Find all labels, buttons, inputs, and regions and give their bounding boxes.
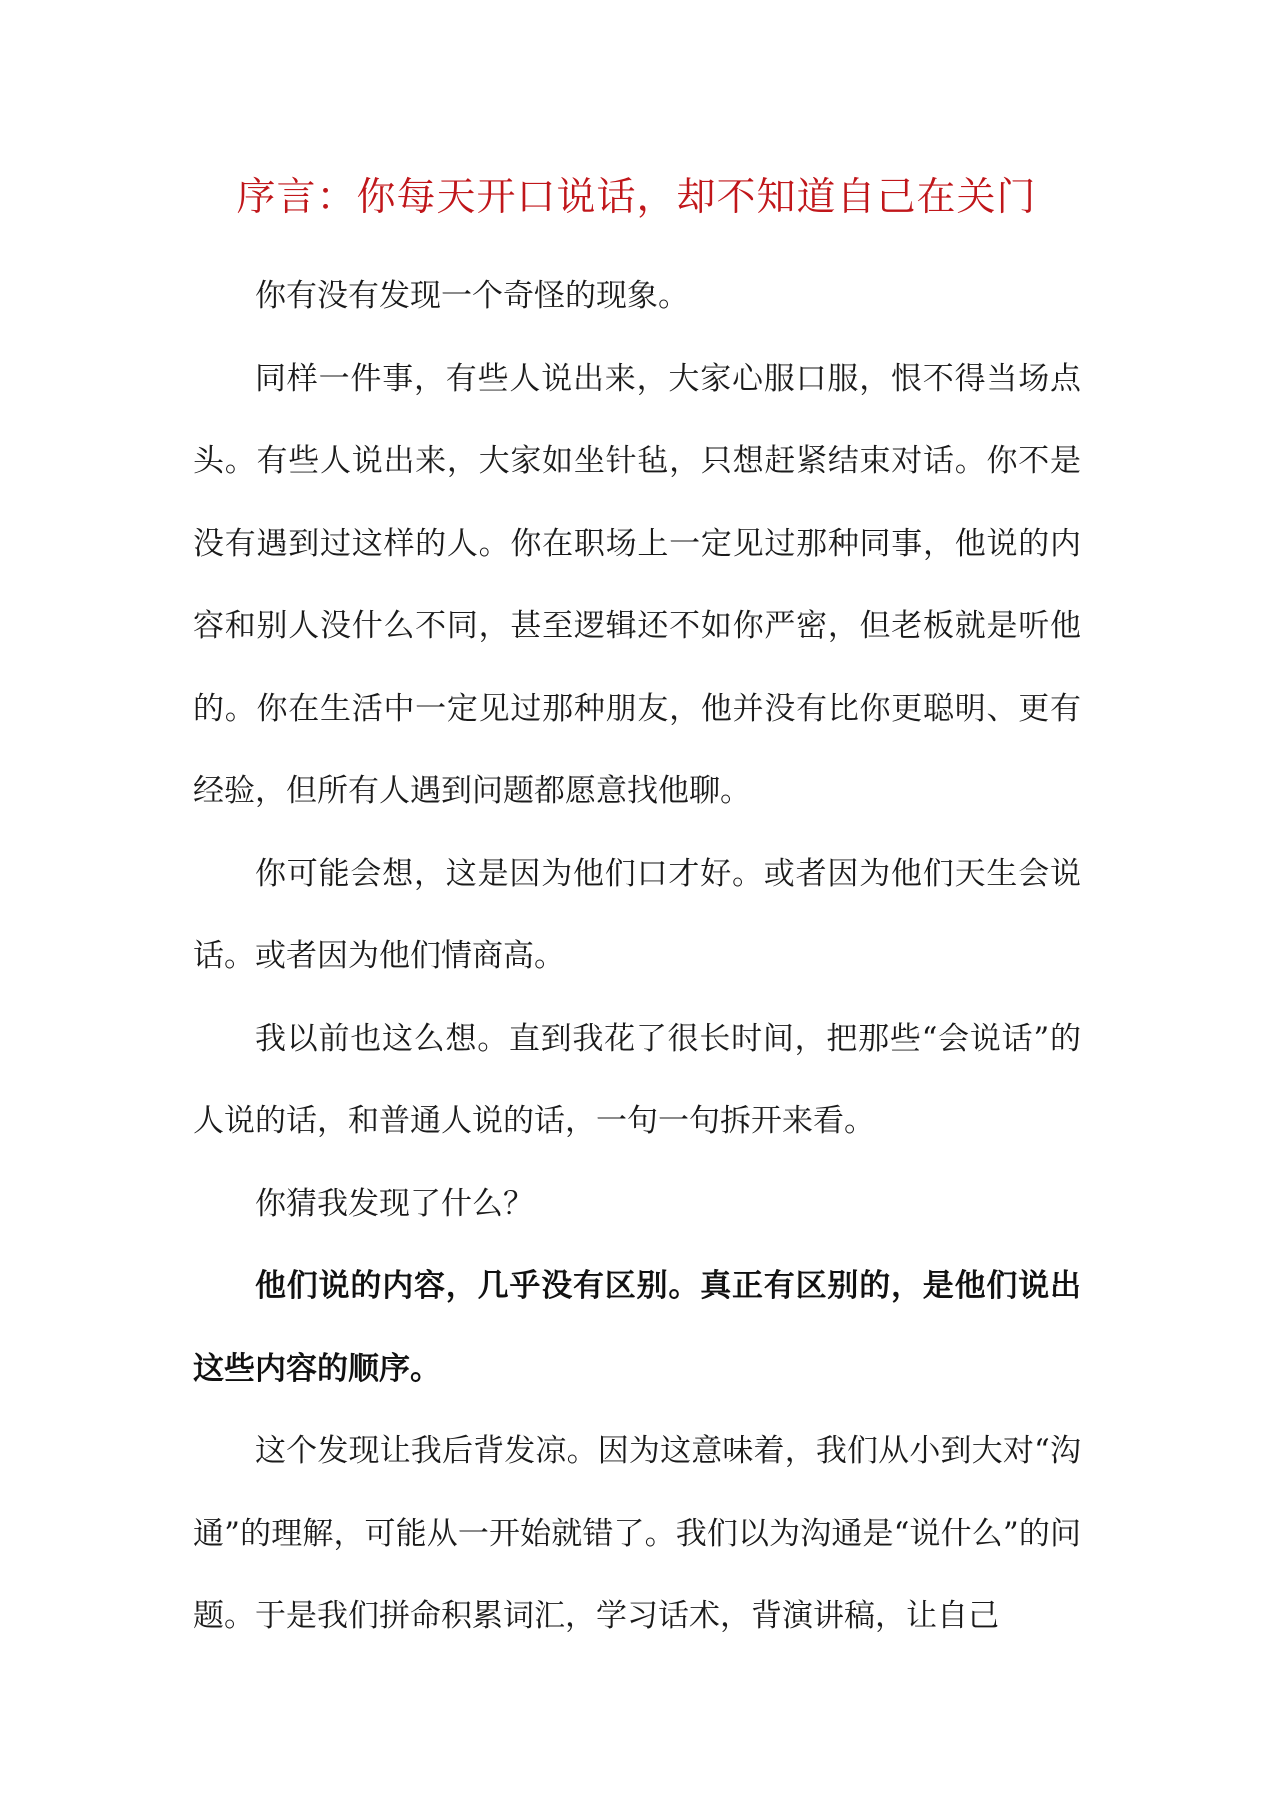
paragraph-2: 同样一件事，有些人说出来，大家心服口服，恨不得当场点头。有些人说出来，大家如坐针毡，只想赶紧结束对话。你不是没有遇到过这样的人。你在职场上一定见过那种同事，他说的内容和别人没什么不同，甚至逻辑还不如你严密，但老板就是听他的。你在生活中一定见过那种朋友，他并没有比你更聪明、更有经验，但所有人遇到问题都愿意找他聊。	[193, 360, 1081, 809]
chapter-title: 序言：你每天开口说话，却不知道自己在关门	[236, 175, 1037, 220]
body-text	[193, 255, 1081, 1658]
paragraph-5: 你猜我发现了什么？	[255, 1185, 534, 1222]
paragraph-1: 你有没有发现一个奇怪的现象。	[255, 278, 689, 314]
paragraph-4: 我以前也这么想。直到我花了很长时间，把那些“会说话”的人说的话，和普通人说的话，一句一句拆开来看。	[193, 1020, 1081, 1139]
paragraph-3: 你可能会想，这是因为他们口才好。或者因为他们天生会说话。或者因为他们情商高。	[193, 855, 1081, 974]
paragraph-6-emphasis: 他们说的内容，几乎没有区别。真正有区别的，是他们说出这些内容的顺序。	[193, 1268, 1081, 1387]
paragraph-7: 这个发现让我后背发凉。因为这意味着，我们从小到大对“沟通”的理解，可能从一开始就错了。我们以为沟通是“说什么”的问题。于是我们拼命积累词汇，学习话术，背演讲稿，让自己	[193, 1433, 1081, 1634]
